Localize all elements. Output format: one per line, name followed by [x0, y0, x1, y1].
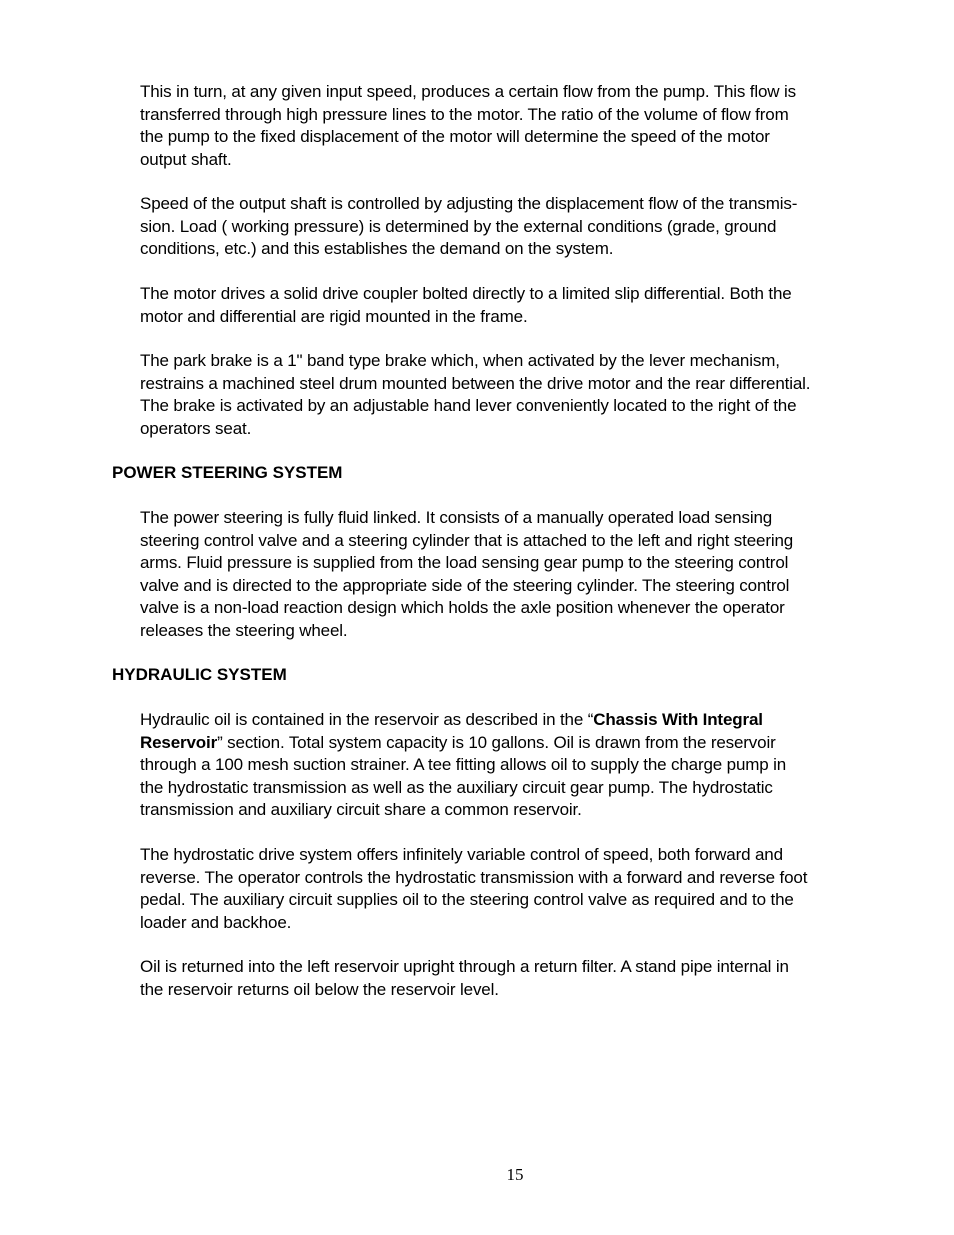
text-line: This in turn, at any given input speed, produces a certain flow from the pump. This flow is: [140, 82, 796, 101]
text-line: valve and is directed to the appropriate side of the steering cylinder. The steering control: [140, 575, 790, 595]
text-line: sion. Load ( working pressure) is determined by the external conditions (grade, ground: [140, 216, 777, 236]
paragraph-hydrostatic-drive: [140, 844, 875, 934]
paragraph-hydraulic-oil: [140, 709, 875, 822]
paragraph-pump-flow: [140, 81, 875, 171]
text-line: the reservoir returns oil below the reservoir level.: [140, 979, 499, 999]
text-line: transmission and auxiliary circuit share a common reservoir.: [140, 800, 582, 819]
text-line: transferred through high pressure lines to the motor. The ratio of the volume of flow from: [140, 104, 789, 124]
text-line: releases the steering wheel.: [140, 620, 348, 640]
paragraph-motor-drive: [140, 283, 875, 328]
text-line: loader and backhoe.: [140, 912, 292, 932]
paragraph-park-brake: [140, 350, 875, 440]
heading-power-steering: POWER STEERING SYSTEM: [112, 463, 343, 482]
paragraph-power-steering: [140, 507, 875, 642]
text-run: Hydraulic oil is contained in the reservoir as described in the “: [140, 710, 594, 729]
text-line: The park brake is a 1" band type brake which, when activated by the lever mechanism,: [140, 351, 780, 370]
text-line: The motor drives a solid drive coupler bolted directly to a limited slip differential. Both the: [140, 284, 792, 303]
text-line: Oil is returned into the left reservoir upright through a return filter. A stand pipe internal in: [140, 957, 789, 976]
paragraph-oil-return: [140, 956, 875, 1001]
bold-section-reference: Reservoir: [140, 732, 218, 752]
text-line: The brake is activated by an adjustable hand lever conveniently located to the right of the: [140, 396, 797, 415]
page-number: 15: [506, 1165, 524, 1184]
paragraph-output-shaft-speed: [140, 193, 875, 261]
text-line: through a 100 mesh suction strainer. A tee fitting allows oil to supply the charge pump in: [140, 755, 787, 774]
text-line: steering control valve and a steering cylinder that is attached to the left and right steering: [140, 530, 794, 550]
text-line: restrains a machined steel drum mounted between the drive motor and the rear differential.: [140, 373, 811, 393]
text-line: output shaft.: [140, 149, 232, 169]
text-line: reverse. The operator controls the hydrostatic transmission with a forward and reverse foot: [140, 867, 808, 887]
text-line: valve is a non-load reaction design which holds the axle position whenever the operator: [140, 598, 785, 617]
text-line: [140, 709, 875, 732]
text-line: The power steering is fully fluid linked. It consists of a manually operated load sensing: [140, 508, 773, 527]
text-line: the pump to the fixed displacement of the motor will determine the speed of the motor: [140, 127, 770, 146]
text-run: ” section. Total system capacity is 10 gallons. Oil is drawn from the reservoir: [217, 732, 776, 752]
text-line: Speed of the output shaft is controlled by adjusting the displacement flow of the transmis-: [140, 194, 798, 213]
text-line: The hydrostatic drive system offers infinitely variable control of speed, both forward and: [140, 845, 783, 864]
text-line: arms. Fluid pressure is supplied from the load sensing gear pump to the steering control: [140, 553, 789, 572]
text-line: [140, 732, 875, 755]
text-line: pedal. The auxiliary circuit supplies oil to the steering control valve as required and to the: [140, 890, 794, 909]
text-line: conditions, etc.) and this establishes the demand on the system.: [140, 239, 614, 258]
text-line: operators seat.: [140, 418, 252, 438]
text-line: the hydrostatic transmission as well as the auxiliary circuit gear pump. The hydrostatic: [140, 777, 773, 797]
text-line: motor and differential are rigid mounted in the frame.: [140, 306, 528, 326]
bold-section-reference: Chassis With Integral: [593, 710, 763, 729]
heading-hydraulic-system: HYDRAULIC SYSTEM: [112, 665, 287, 684]
